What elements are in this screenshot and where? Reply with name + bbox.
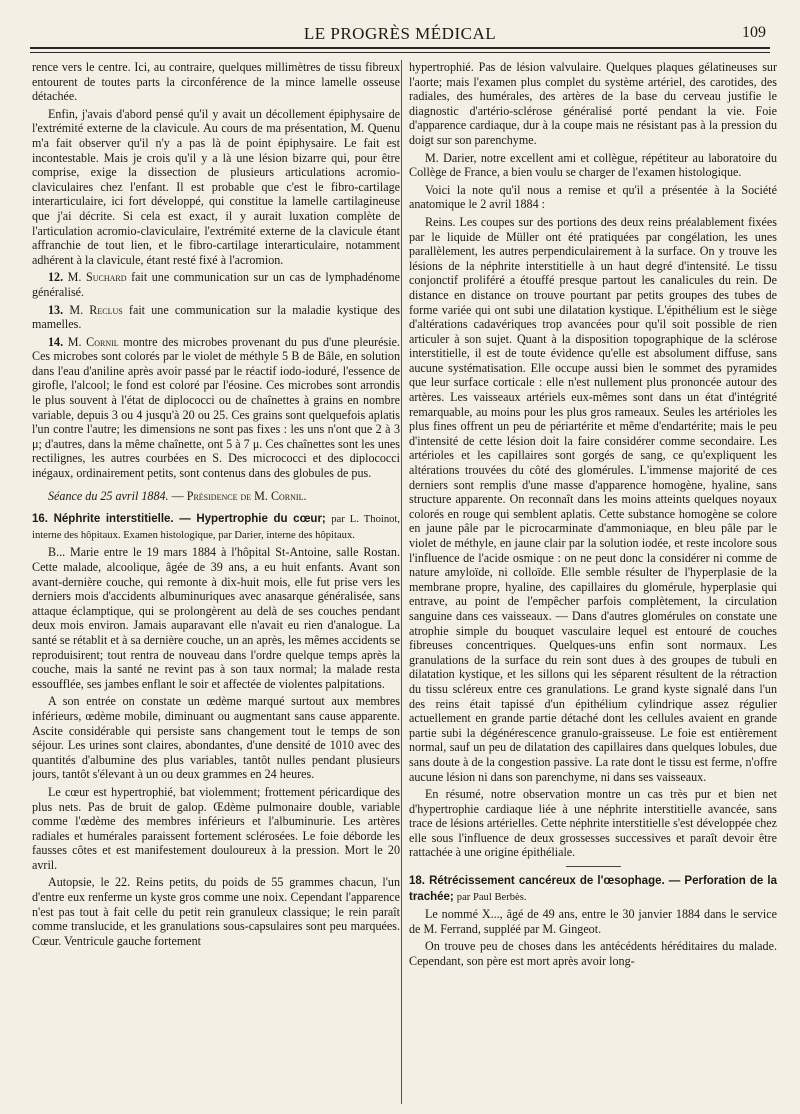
paragraph: A son entrée on constate un œdème marqué surtout aux membres inférieurs, œdème mobile, diminuant ou augmentant sans cause apparente. Ascite considérable qui persiste sans changement tout le temps de son séjour. Les urines sont claires, abondantes, d'une densité de 1010 avec des quantités d'albumine des plus variables, tantôt nulles pendant plusieurs jours, tantôt s'élevant à un ou deux grammes en 24 heures.	[32, 694, 400, 782]
paragraph: rence vers le centre. Ici, au contraire, quelques millimètres de tissu fibreux entourent de toutes parts la circonférence de la mince lamelle osseuse détachée.	[32, 60, 400, 104]
author-name: M. Cornil	[67, 334, 119, 349]
article-heading-16	[32, 511, 400, 542]
header-rule-thin	[30, 52, 770, 53]
author-name: M. Suchard	[67, 270, 127, 285]
paragraph: M. Darier, notre excellent ami et collègue, répétiteur au laboratoire du Collège de France, a bien voulu se charger de l'examen histologique.	[409, 150, 777, 180]
journal-title: LE PROGRÈS MÉDICAL	[303, 24, 497, 43]
paragraph: En résumé, notre observation montre un cas très pur et bien net d'hypertrophie cardiaque liée à une néphrite interstitielle avancée, sans trace de lésions artérielles. Cette néphrite interstitielle s'est développée chez elle sous l'influence de deux grossesses successives et paraît devoir être rattachée à une origine épithéliale.	[409, 787, 777, 860]
seance-heading	[32, 489, 400, 504]
seance-date: Séance du 25 avril 1884.	[48, 488, 169, 503]
article-byline: par Paul Berbès.	[456, 891, 527, 903]
item-number: 13.	[48, 302, 64, 317]
paragraph: Le nommé X..., âgé de 49 ans, entre le 30 janvier 1884 dans le service de M. Ferrand, suppléé par M. Gingeot.	[409, 907, 777, 936]
paragraph: Reins. Les coupes sur des portions des deux reins préalablement fixées par le liquide de Müller ont été pratiquées par congélation, les unes parallèlement, les autres perpendiculairement à la surface. On y trouve les lésions de la néphrite interstitielle à un haut degré d'intensité. Le tissu conjonctif proliféré a étouffé presque partout les canalicules du rein. De distance en distance on trouve pourtant par petits groupes des tubes de forme variée qui ont subi une dilatation kystique. L'épithélium est le siège d'altérations cadavériques trop avancées pour qu'il soit possible de rien articuler à son sujet. Quant à la disposition topographique de la sclérose interstitielle, il est de toute évidence qu'elle est absolument diffuse, sans aucune systématisation. Elle occupe aussi bien le sommet des pyramides que leur surface corticale : elle n'est nullement plus prononcée autour des artères. Les vaisseaux artériels eux-mêmes sont dans un état d'intégrité remarquable, au moins pour les plus gros rameaux. Seules les artérioles les plus fines offrent un peu de périartérite et même d'endartérite; mais le peu d'intensité de cette lésion doit la faire considérer comme secondaire. Les artérioles et les capillaires sont gorgés de sang, ce qu'expliquent les altérations trouvées du côté des glomérules. L'immense majorité de ces derniers sont remplis d'une masse d'apparence homogène, hyaline, sans structure apparente. On reconnaît dans les moins atteints quelques noyaux colorés en rouge qui semblent aplatis. Cette substance homogène se colore en jaune pâle par le picrocarminate d'ammoniaque, en bleu pâle par le violet de méthyle, en jaune clair par la solution iodée, et reste incolore sous l'influence de l'acide osmique : on ne peut donc la considérer ni comme de nature amyloïde, ni colloïde. Elle semble résulter de l'hyperplasie de la membrane propre, hyaline, des capillaires du glomérule, hyperplasie qui entrave, au point de l'empêcher parfois complètement, la circulation sanguine dans ces vaisseaux. — Dans d'autres glomérules on constate une atrophie simple du bouquet vasculaire lequel est entouré de couches fibreuses concentriques. Quelques-uns enfin sont normaux. Les granulations de la surface du rein sont dues à des groupes de tubuli en dilatation kystique, et les sillons qui les séparent résultent de la rétraction du tissu scléreux entre ces granulations. Le grand kyste signalé dans l'un des reins était tapissé d'un épithélium cylindrique assez régulier actuellement en grande partie détaché dont les cellules avaient en grande partie subi la dégénérescence granulo-graisseuse. Le foie est entièrement normal, sauf un peu de dilatation des capillaires dans quelques lobules, due sans doute à de la congestion passive. La rate dont le tissu est ferme, n'offre aucune lésion ni dans son parenchyme, ni dans ses vaisseaux.	[409, 214, 777, 784]
author-name: M. Reclus	[69, 302, 123, 317]
item-text: fait une communication sur la maladie kystique des mamelles.	[32, 302, 400, 332]
article-heading-18	[409, 873, 777, 904]
communication-item-12	[32, 270, 400, 299]
article-title: 18. Rétrécissement cancéreux de l'œsophage. — Perforation de la trachée;	[409, 875, 777, 903]
paragraph: B... Marie entre le 19 mars 1884 à l'hôpital St-Antoine, salle Rostan. Cette malade, alcoolique, âgée de 39 ans, a eu huit enfants. Avant son avant-dernière couche, qui remonte à dix-huit mois, elle fut prise vers les derniers mois d'accidents albuminuriques avec anasarque généralisée, sans attaque éclamptique, qui se prolongèrent au delà de ses couches pendant deux mois environ. Jamais auparavant elle n'avait eu rien d'analogue. La santé se rétablit et à sa dernière couche, un an après, les mêmes accidents se reproduisirent; tout rentra de nouveau dans l'ordre quelque temps après la couche, mais la santé ne revint pas à son taux normal; la malade resta essoufflée, ses jambes enflant le soir et affectée de violentes palpitations.	[32, 545, 400, 691]
communication-item-13	[32, 303, 400, 332]
paragraph: Autopsie, le 22. Reins petits, du poids de 55 grammes chacun, l'un d'entre eux renferme un kyste gros comme une noix. Cependant l'apparence n'est pas tout à fait celle du petit rein granuleux classique; le rein paraît comme translucide, et les granulations sous-capsulaires sont peu marquées. Cœur. Ventricule gauche fortement	[32, 875, 400, 948]
paragraph: On trouve peu de choses dans les antécédents héréditaires du malade. Cependant, son père est mort après avoir long-	[409, 939, 777, 969]
paragraph: hypertrophié. Pas de lésion valvulaire. Quelques plaques gélatineuses sur l'aorte; mais l'examen plus complet du système artériel, des carotides, des radiales, des humérales, des artères de la base du cerveau justifie le diagnostic d'artério-sclérose généralisé porté pendant la vie. Foie d'apparence cardiaque, dur à la coupe mais ne résistant pas à la pression du doigt sur son parenchyme.	[409, 60, 777, 147]
item-number: 14.	[48, 334, 64, 349]
paragraph: Le cœur est hypertrophié, bat violemment; frottement péricardique des plus nets. Pas de bruit de galop. Œdème pulmonaire double, variable comme l'œdème des membres inférieurs et l'albuminurie. Les artères radiales et humérales paraissent fortement sclérosées. Le foie déborde les fausses côtes et est manifestement douloureux à la pression. Mort le 20 avril.	[32, 784, 400, 872]
communication-item-14	[32, 335, 400, 481]
right-column	[409, 60, 777, 1100]
seance-presidence: — Présidence de M. Cornil.	[171, 488, 307, 503]
article-byline: par L. Thoinot, interne des hôpitaux. Examen histologique, par Darier, interne des hôpitaux.	[32, 514, 400, 541]
paragraph: Voici la note qu'il nous a remise et qu'il a présentée à la Société anatomique le 2 avril 1884 :	[409, 182, 777, 212]
header-rule-thick	[30, 47, 770, 49]
section-separator	[566, 866, 621, 867]
left-column	[32, 60, 400, 1100]
column-divider	[401, 60, 402, 1104]
item-text: montre des microbes provenant du pus d'une pleurésie. Ces microbes sont colorés par le violet de méthyle 5 B de Bâle, en solution dans l'eau d'aniline après avoir passé par le réactif iodo-ioduré, l'essence de girofle, l'alcool; le fond est coloré par l'éosine. Ces microbes sont arrondis le plus souvent à l'état de diplococci ou de chaînettes à grains en nombre variable, depuis 3 ou 4 jusqu'à 20 ou 25. Ces grains sont quelquefois aplatis l'un contre l'autre; les dimensions ne sont pas fixes : les uns n'ont que 2 à 3 μ; d'autres, dans la même chaînette, ont 5 à 7 μ. Ces chaînettes sont les unes rectilignes, les autres courbées en S. Des micrococci et des diplococci inégaux, ordinairement petits, sont contenus dans des globules de pus.	[32, 334, 400, 481]
paragraph: Enfin, j'avais d'abord pensé qu'il y avait un décollement épiphysaire de l'extrémité externe de la clavicule. Au cours de ma présentation, M. Quenu m'a fait observer qu'il n'y a pas là de point épiphysaire. Le fait est incontestable. Mais je crois qu'il y a là une lésion bizarre qui, pour être comprise, exige la dissection de plusieurs articulations acromio-claviculaires chez l'enfant. Il est probable que c'est le fibro-cartilage interarticulaire, ici fort développé, qui constitue la lamelle cartilagineuse que j'ai décrite. Si cela est exact, il y aurait luxation complète de l'articulation acromio-claviculaire, l'extrémité externe de la clavicule étant affranchie de tout lien, et le fibro-cartilage interarticulaire, notamment adhérent à la clavicule, étant resté fixé à l'acromion.	[32, 106, 400, 267]
page-header	[30, 22, 770, 44]
page-number: 109	[742, 24, 766, 41]
article-title: 16. Néphrite interstitielle. — Hypertrophie du cœur;	[32, 513, 326, 526]
item-text: fait une communication sur un cas de lymphadénome généralisé.	[32, 270, 400, 299]
item-number: 12.	[48, 270, 64, 285]
